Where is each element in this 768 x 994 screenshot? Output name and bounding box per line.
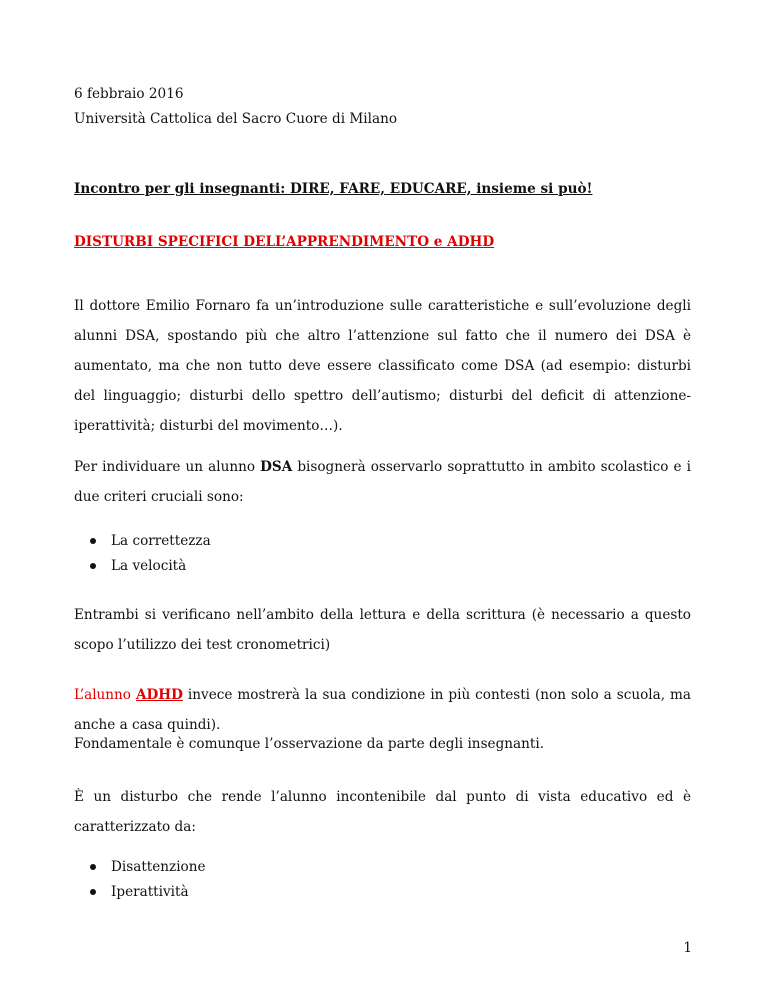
dsa-paragraph-start: Per individuare un alunno [74,459,261,475]
adhd-paragraph [74,680,691,740]
document-date: 6 febbraio 2016 [74,86,184,102]
list-item [111,557,186,575]
bullet-icon [90,538,96,544]
document-title: Incontro per gli insegnanti: DIRE, FARE, EDUCARE, insieme si può! [74,181,593,197]
list-item-label: La velocità [111,558,187,574]
list-item [111,858,206,876]
dsa-paragraph-end: bisognerà osservarlo soprattutto in ambito scolastico e i due criteri cruciali sono: [74,459,691,505]
disorder-paragraph: È un disturbo che rende l’alunno incontenibile dal punto di vista educativo ed è caratterizzato da: [74,789,691,835]
list-item-label: Disattenzione [111,859,206,875]
list-item-label: La correttezza [111,533,211,549]
dsa-paragraph [74,452,691,512]
university-name: Università Cattolica del Sacro Cuore di Milano [74,111,398,127]
observation-note: Fondamentale è comunque l’osservazione da parte degli insegnanti. [74,736,545,752]
intro-paragraph: Il dottore Emilio Fornaro fa un’introduzione sulle caratteristiche e sull’evoluzione degli alunni DSA, spostando più che altro l’attenzione sul fatto che il numero dei DSA è aumentato, ma che non tutto deve essere classificato come DSA (ad esempio: disturbi del linguaggio; disturbi dello spettro dell’autismo; disturbi del deficit di attenzione-iperattività; disturbi del movimento…). [74,298,691,434]
reading-paragraph: Entrambi si verificano nell’ambito della lettura e della scrittura (è necessario a questo scopo l’utilizzo dei test cronometrici) [74,607,691,653]
page-number: 1 [683,940,692,956]
dsa-term: DSA [260,459,293,475]
list-item [111,532,211,550]
section-heading: DISTURBI SPECIFICI DELL’APPRENDIMENTO e ADHD [74,234,495,250]
adhd-paragraph-end: invece mostrerà la sua condizione in più contesti (non solo a scuola, ma anche a casa quindi). [74,687,691,733]
bullet-icon [90,864,96,870]
bullet-icon [90,563,96,569]
list-item-label: Iperattività [111,884,189,900]
adhd-term: ADHD [135,687,183,703]
list-item [111,883,189,901]
bullet-icon [90,889,96,895]
adhd-paragraph-start: L’alunno [74,687,136,703]
